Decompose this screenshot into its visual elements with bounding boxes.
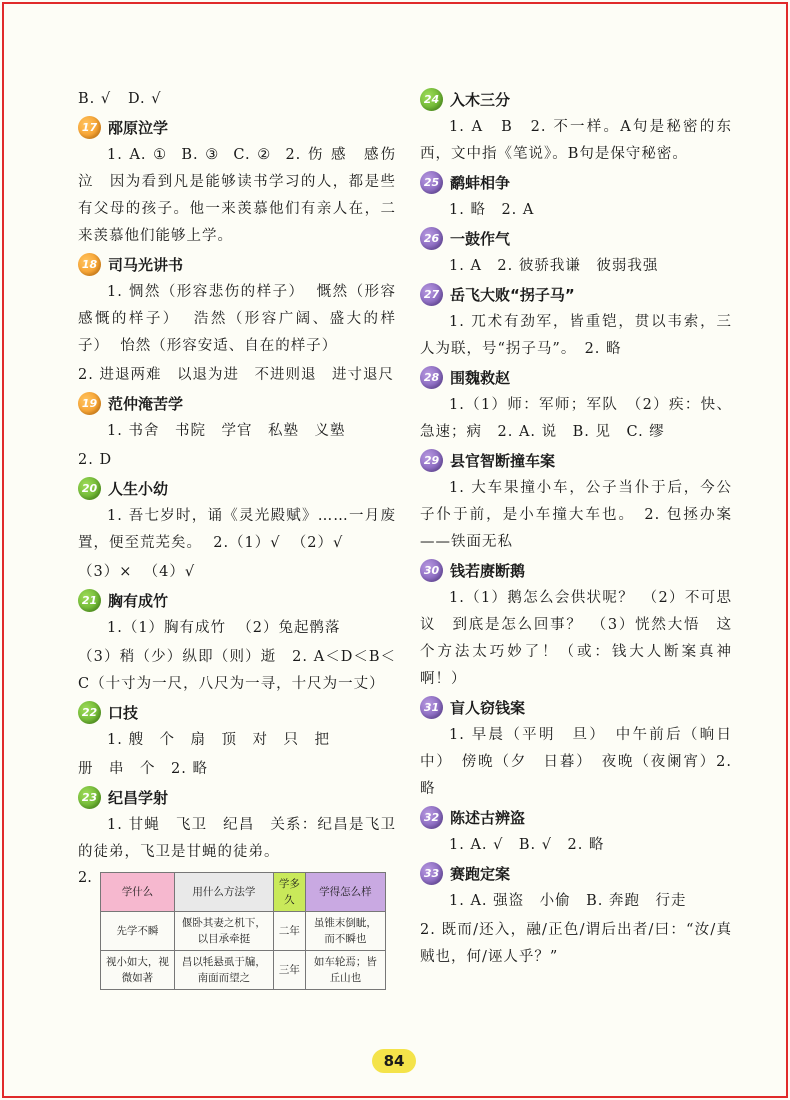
table-cell: 昌以牦悬虱于牖，南面而望之 [174,951,273,990]
section-number-badge: 32 [420,806,443,829]
section-17 [78,115,402,250]
section-21 [78,588,396,698]
section-answer: 1.（1）胸有成竹 （2）兔起鹘落 [107,620,341,636]
section-29 [420,448,732,556]
section-number-badge: 25 [420,171,443,194]
section-title: 范仲淹苦学 [108,394,184,413]
section-title: 邴原泣学 [108,118,169,137]
section-title: 钱若赓断鹅 [450,561,526,580]
section-answer: 1. 艘 个 扇 顶 对 只 把 [107,732,330,748]
section-title: 围魏救赵 [450,368,511,387]
table-question-number: 2. [78,870,92,886]
section-answer-2: （3）× （4）√ [78,564,196,580]
section-title: 入木三分 [450,90,511,109]
section-title: 胸有成竹 [108,591,169,610]
section-number-badge: 22 [78,701,101,724]
section-32 [420,805,732,859]
section-number-badge: 17 [78,116,101,139]
section-title: 纪昌学射 [108,788,169,807]
section-number-badge: 24 [420,88,443,111]
section-number-badge: 23 [78,786,101,809]
section-answer: 1. A. ① B. ③ C. ② 2. 伤 感 感伤 泣 因为看到凡是能够读书学习的人，都是些有父母的孩子。他一来羡慕他们有亲人在，二来羡慕他们能够上学。 [78,147,402,244]
table-cell: 二年 [273,912,305,951]
section-answer: 1. 早晨（平明 旦） 中午前后（晌日中） 傍晚（夕 日暮） 夜晚（夜阑宵）2. 略 [420,727,738,797]
section-answer: 1. 兀术有劲军，皆重铠，贯以韦索，三人为联，号“拐子马”。 2. 略 [420,314,732,357]
section-answer: 1. 书舍 书院 学官 私塾 义塾 [107,423,346,439]
section-20 [78,476,396,586]
section-27 [420,282,732,363]
section-title: 口技 [108,703,139,722]
section-answer: 1. A. √ B. √ 2. 略 [449,837,605,853]
table-cell: 三年 [273,951,305,990]
section-title: 司马光讲书 [108,255,184,274]
section-answer-2: 2. D [78,452,113,468]
section-19 [78,391,396,474]
section-answer: 1. A 2. 彼骄我谦 彼弱我强 [449,258,659,274]
section-answer: 1. 惆然（形容悲伤的样子） 慨然（形容感慨的样子） 浩然（形容广阔、盛大的样子） 怡然（形容安适、自在的样子） [78,284,396,354]
section-number-badge: 26 [420,227,443,250]
page-number: 84 [372,1049,416,1073]
table-header: 用什么方法学 [174,873,273,912]
section-number-badge: 19 [78,392,101,415]
section-answer: 1. A B 2. 不一样。A句是秘密的东西，文中指《笔说》。B句是保守秘密。 [420,119,732,162]
section-answer: 1. 略 2. A [449,202,535,218]
section-number-badge: 28 [420,366,443,389]
section-answer: 1. A. 强盗 小偷 B. 奔跑 行走 [449,893,687,909]
section-title: 鹬蚌相争 [450,173,511,192]
intro-answer: B. √ D. √ [78,91,162,107]
table-header: 学什么 [101,873,175,912]
section-30 [420,558,732,693]
table-cell: 虽锥末倒眦，而不瞬也 [305,912,385,951]
section-number-badge: 20 [78,477,101,500]
section-answer: 1.（1）师：军师；军队 （2）疾：快、急速；病 2. A. 说 B. 见 C. 缪 [420,397,732,440]
section-answer: 1. 吾七岁时，诵《灵光殿赋》……一月废置，便至荒芜矣。 2.（1）√ （2）√ [78,508,396,551]
section-24 [420,87,732,168]
section-title: 陈述古辨盗 [450,808,526,827]
section-number-badge: 33 [420,862,443,885]
section-number-badge: 30 [420,559,443,582]
table-cell: 偃卧其妻之机下，以目承牵挺 [174,912,273,951]
section-title: 县官智断撞车案 [450,451,556,470]
table-header: 学多久 [273,873,305,912]
section-number-badge: 27 [420,283,443,306]
section-number-badge: 31 [420,696,443,719]
table-row [101,912,386,951]
section-number-badge: 21 [78,589,101,612]
section-number-badge: 29 [420,449,443,472]
right-column [420,86,738,973]
section-31 [420,695,738,803]
section-26 [420,226,732,280]
section-title: 人生小幼 [108,479,169,498]
section-answer-2: 册 串 个 2. 略 [78,761,208,777]
section-23 [78,785,396,984]
section-title: 一鼓作气 [450,229,511,248]
section-28 [420,365,732,446]
table-header: 学得怎么样 [305,873,385,912]
section-answer-2: （3）稍（少）纵即（则）逝 2. A＜D＜B＜C（十寸为一尺，八尺为一寻，十尺为一丈） [78,649,396,692]
table-cell: 先学不瞬 [101,912,175,951]
section-title: 岳飞大败“拐子马” [450,285,575,304]
section-number-badge: 18 [78,253,101,276]
section-title: 盲人窃钱案 [450,698,526,717]
study-table [100,872,386,990]
section-answer-2: 2. 进退两难 以退为进 不进则退 进寸退尺 [78,367,394,383]
section-answer: 1. 大车果撞小车，公子当仆于后，今公子仆于前，是小车撞大车也。 2. 包拯办案——铁面无私 [420,480,732,550]
section-22 [78,700,396,783]
section-answer-2: 2. 既而/还入，融/正色/谓后出者/曰：“汝/真贼也，何/诬人乎？” [420,922,732,965]
section-answer: 1. 甘蝇 飞卫 纪昌 关系：纪昌是飞卫的徒弟，飞卫是甘蝇的徒弟。 [78,817,396,860]
table-cell: 视小如大，视微如著 [101,951,175,990]
section-33 [420,861,732,971]
section-answer: 1.（1）鹅怎么会供状呢？ （2）不可思议 到底是怎么回事？ （3）恍然大悟 这个方法太巧妙了！（或：钱大人断案真神啊！） [420,590,732,687]
section-25 [420,170,732,224]
section-title: 赛跑定案 [450,864,511,883]
left-column [78,86,402,984]
table-cell: 如车轮焉；皆丘山也 [305,951,385,990]
section-18 [78,252,396,389]
table-row [101,951,386,990]
